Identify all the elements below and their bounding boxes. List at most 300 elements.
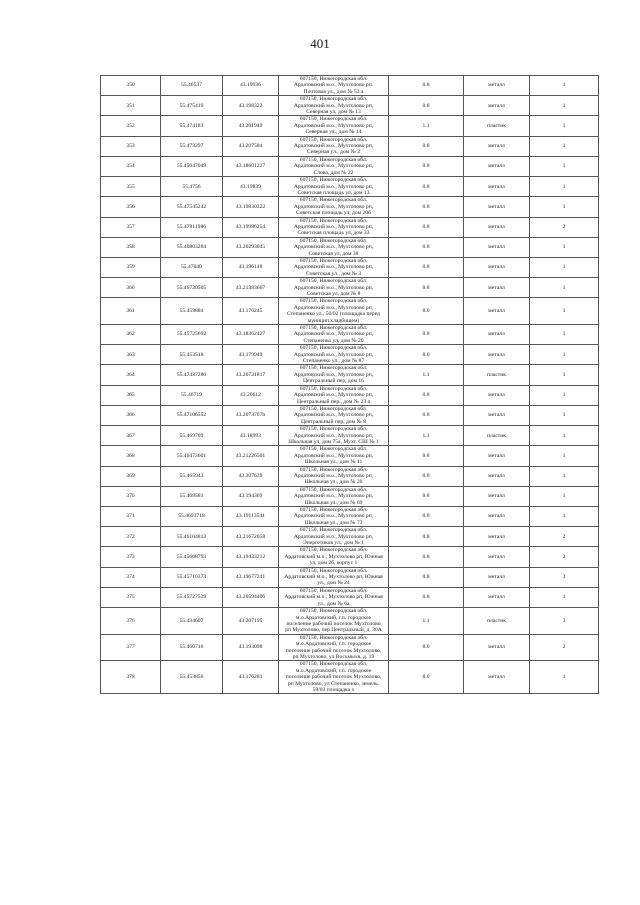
table-row (101, 325, 599, 345)
row-number: 361 (101, 298, 161, 325)
address-line: ул., дом № 24 (317, 580, 350, 587)
row-number: 365 (101, 385, 161, 405)
latitude-cell: 55.45725692 (161, 325, 223, 345)
latitude-cell: 55.474183 (161, 116, 223, 136)
longitude-cell: 43.20721817 (223, 365, 279, 385)
latitude-cell: 55.47437286 (161, 365, 223, 385)
area-cell: 0.8 (389, 237, 464, 257)
area-cell: 1.1 (389, 365, 464, 385)
address-line: Ардатовский м.о., Мухтолово рп, (293, 304, 374, 311)
longitude-cell: 43.20293045 (223, 237, 279, 257)
material-cell: металл (464, 567, 530, 587)
address-line: 607150, Нижегородская обл. (299, 76, 368, 82)
address-line: Школьная ул., дом № 11 (304, 459, 363, 466)
address-line: поселение рабочий поселок Мухтолово, (285, 647, 382, 654)
material-cell: металл (464, 345, 530, 365)
longitude-cell: 43.207639 (223, 466, 279, 486)
address-line: 607150, Нижегородская обл. (299, 365, 368, 372)
count-cell: 1 (530, 96, 599, 116)
table-row (101, 385, 599, 405)
address-cell (279, 608, 389, 635)
area-cell: 0.8 (389, 405, 464, 425)
address-cell (279, 257, 389, 277)
area-cell: 0.8 (389, 156, 464, 176)
address-line: Центральный пер, дом № 8 (301, 418, 366, 425)
latitude-cell: 55.434607 (161, 608, 223, 635)
table-row (101, 426, 599, 446)
page-number: 401 (310, 36, 330, 51)
table-row (101, 177, 599, 197)
address-line: 607150, Нижегородская обл. (299, 116, 368, 123)
count-cell: 3 (530, 608, 599, 635)
latitude-cell: 55.46720505 (161, 278, 223, 298)
material-cell: металл (464, 507, 530, 527)
latitude-cell: 55.47811986 (161, 217, 223, 237)
longitude-cell: 43.20594406 (223, 587, 279, 607)
material-cell: металл (464, 405, 530, 425)
address-line: Ардатовский м.о., Мухтолово рп, (293, 203, 374, 210)
row-number: 367 (101, 426, 161, 446)
count-cell: 1 (530, 661, 599, 694)
address-line: Центральный пер., дом № 23 а (297, 398, 370, 405)
address-cell (279, 446, 389, 466)
material-cell: металл (464, 298, 530, 325)
latitude-cell: 55.45710373 (161, 567, 223, 587)
address-line: 607150, Нижегородская обл. (299, 405, 368, 412)
area-cell: 8.0 (389, 634, 464, 661)
address-line: Почтовая ул., дом № 53 а (303, 88, 364, 95)
address-line: 607150, Нижегородская обл. (299, 466, 368, 473)
count-cell: 1 (530, 177, 599, 197)
address-line: Ардатовский м.о., Мухтолово рп, (293, 452, 374, 459)
address-line: Советская площадь ул, дом 13 (297, 189, 370, 196)
address-line: 607150, Нижегородская обл. (299, 298, 368, 305)
material-cell: пластик (464, 608, 530, 635)
address-line: ул., дом № 6а (317, 600, 350, 607)
address-cell (279, 547, 389, 567)
longitude-cell: 43.176281 (223, 661, 279, 694)
address-cell (279, 298, 389, 325)
latitude-cell: 55.4756 (161, 177, 223, 197)
address-line: Слова, дом № 22 (313, 169, 354, 176)
table-body (101, 76, 599, 694)
address-line: 607150, Нижегородская обл. (299, 527, 368, 534)
longitude-cell: 43.18993 (223, 426, 279, 446)
material-cell: металл (464, 661, 530, 694)
area-cell: 8.0 (389, 661, 464, 694)
longitude-cell: 43.19677241 (223, 567, 279, 587)
row-number: 351 (101, 96, 161, 116)
address-line: Ардатовский м.о., Мухтолово рп, (293, 264, 374, 271)
material-cell: пластик (464, 116, 530, 136)
table-row (101, 486, 599, 506)
table-row (101, 547, 599, 567)
material-cell: металл (464, 76, 530, 96)
count-cell: 1 (530, 365, 599, 385)
latitude-cell: 55.453884 (161, 298, 223, 325)
address-line: поселение рабочий поселок Мухтолово (286, 620, 381, 627)
area-cell: 0.8 (389, 587, 464, 607)
row-number: 360 (101, 278, 161, 298)
material-cell: металл (464, 237, 530, 257)
material-cell: металл (464, 446, 530, 466)
table-row (101, 156, 599, 176)
address-line: Ардатовский м.о., Мухтолово рп, (293, 472, 374, 479)
table-row (101, 345, 599, 365)
longitude-cell: 43.207195 (223, 608, 279, 635)
address-cell (279, 486, 389, 506)
address-cell (279, 177, 389, 197)
latitude-cell: 55.469709 (161, 426, 223, 446)
longitude-cell: 43.196148 (223, 257, 279, 277)
latitude-cell: 55.4693718 (161, 507, 223, 527)
area-cell: 0.8 (389, 136, 464, 156)
count-cell: 1 (530, 345, 599, 365)
row-number: 352 (101, 116, 161, 136)
address-line: м.о.Ардатовский, г.п. городское (295, 614, 372, 621)
address-line: м.о.Ардатовский, г.п. городское (295, 641, 372, 648)
address-line: Ардатовский м.о., Мухтолово рп, (293, 533, 374, 540)
row-number: 378 (101, 661, 161, 694)
row-number: 375 (101, 587, 161, 607)
address-line: 607150, Нижегородская обл. (299, 177, 368, 184)
longitude-cell: 43.19830322 (223, 197, 279, 217)
address-cell (279, 217, 389, 237)
row-number: 371 (101, 507, 161, 527)
material-cell: металл (464, 177, 530, 197)
address-line: 607150, Нижегородская обл. (299, 608, 368, 615)
latitude-cell: 55.465943 (161, 466, 223, 486)
count-cell: 1 (530, 298, 599, 325)
address-line: Школьная ул, дом 75а, Мухт. СШ № 1 (288, 438, 379, 445)
count-cell: 1 (530, 156, 599, 176)
address-line: 607150, Нижегородская обл. (299, 345, 368, 352)
row-number: 377 (101, 634, 161, 661)
area-cell: 0.8 (389, 217, 464, 237)
row-number: 374 (101, 567, 161, 587)
address-line: Ардатовский м.о., Мухтолово рп, (293, 493, 374, 500)
row-number: 359 (101, 257, 161, 277)
address-cell (279, 325, 389, 345)
address-cell (279, 116, 389, 136)
row-number: 373 (101, 547, 161, 567)
address-cell (279, 197, 389, 217)
address-line: рп Мухтолово, ул Восьмыхв, д. 19 (292, 653, 375, 660)
area-cell: 0.8 (389, 197, 464, 217)
address-line: Энергетиков ул., дом № 1 (303, 540, 364, 547)
address-cell (279, 405, 389, 425)
table-row (101, 257, 599, 277)
address-line: 607150, Нижегородская обл. (299, 446, 368, 453)
address-line: 607150, Нижегородская обл. (299, 547, 368, 554)
count-cell: 1 (530, 278, 599, 298)
address-line: Школьная ул., дом № 69 (304, 499, 363, 506)
address-cell (279, 345, 389, 365)
material-cell: металл (464, 197, 530, 217)
row-number: 368 (101, 446, 161, 466)
count-cell: 2 (530, 217, 599, 237)
address-line: Ардатовский м.о., Мухтолово рп, (293, 371, 374, 378)
address-cell (279, 278, 389, 298)
address-line: 607150, Нижегородская обл. (299, 197, 368, 204)
address-line: Ардатовский м.о., Мухтолово рп, (293, 432, 374, 439)
longitude-cell: 43.176245 (223, 298, 279, 325)
table-row (101, 116, 599, 136)
row-number: 353 (101, 136, 161, 156)
address-line: Ардатовский м.о., Мухтолово рп, Южная (284, 594, 383, 601)
longitude-cell: 43.198322 (223, 96, 279, 116)
address-line: Ардатовский м.о., Мухтолово рп, Южная (284, 553, 383, 560)
area-cell: 0.8 (389, 385, 464, 405)
address-line: ул, дом 2б, корпус 1 (309, 560, 358, 567)
count-cell: 1 (530, 197, 599, 217)
row-number: 369 (101, 466, 161, 486)
address-line: Школьная ул., дом № 20 (304, 479, 363, 486)
address-cell (279, 76, 389, 96)
address-line: Степаненко ул, дом № 20 (303, 337, 364, 344)
row-number: 376 (101, 608, 161, 635)
area-cell: 8.0 (389, 298, 464, 325)
address-line: 607150, Нижегородская обл. (299, 567, 368, 574)
longitude-cell: 43.19839 (223, 177, 279, 197)
longitude-cell: 43.2073707b (223, 405, 279, 425)
address-cell (279, 466, 389, 486)
material-cell: металл (464, 587, 530, 607)
address-cell (279, 385, 389, 405)
latitude-cell: 55.453856 (161, 661, 223, 694)
material-cell: металл (464, 385, 530, 405)
material-cell: пластик (464, 426, 530, 446)
address-line: 607150, Нижегородская обл. (299, 237, 368, 244)
material-cell: металл (464, 527, 530, 547)
count-cell: 1 (530, 325, 599, 345)
latitude-cell: 55.468581 (161, 486, 223, 506)
area-cell: 0.8 (389, 278, 464, 298)
address-line: Ардатовский м.о., Мухтолово рп, (293, 331, 374, 338)
count-cell: 1 (530, 587, 599, 607)
material-cell: металл (464, 156, 530, 176)
area-cell: 0.8 (389, 257, 464, 277)
container-sites-table (100, 75, 599, 694)
table-row (101, 136, 599, 156)
area-cell: 8.0 (389, 345, 464, 365)
address-cell (279, 527, 389, 547)
longitude-cell: 43.19936 (223, 76, 279, 96)
row-number: 350 (101, 76, 161, 96)
address-line: Степаненко ул., дом № 87 (302, 358, 365, 365)
address-cell (279, 426, 389, 446)
table-row (101, 567, 599, 587)
address-cell (279, 567, 389, 587)
address-line: 607150, Нижегородская обл. (299, 486, 368, 493)
table-row (101, 405, 599, 425)
row-number: 362 (101, 325, 161, 345)
table-row (101, 661, 599, 694)
table-row (101, 96, 599, 116)
material-cell: металл (464, 547, 530, 567)
count-cell: 1 (530, 486, 599, 506)
count-cell: 1 (530, 426, 599, 446)
longitude-cell: 43.21383667 (223, 278, 279, 298)
longitude-cell: 43.19113541 (223, 507, 279, 527)
address-line: Ардатовский м.о., Мухтолово рп, (293, 143, 374, 150)
count-cell: 1 (530, 385, 599, 405)
material-cell: металл (464, 278, 530, 298)
address-line: Ардатовский м.о., Мухтолово рп, (293, 163, 374, 170)
count-cell: 3 (530, 567, 599, 587)
count-cell: 2 (530, 527, 599, 547)
material-cell: металл (464, 466, 530, 486)
latitude-cell: 55.460716 (161, 634, 223, 661)
count-cell: 1 (530, 405, 599, 425)
count-cell: 1 (530, 466, 599, 486)
row-number: 364 (101, 365, 161, 385)
address-line: 607150, Нижегородская обл. (299, 385, 368, 392)
row-number: 366 (101, 405, 161, 425)
longitude-cell: 43.19433212 (223, 547, 279, 567)
address-line: 607150, Нижегородская обл. (299, 661, 368, 668)
table-row (101, 466, 599, 486)
material-cell: металл (464, 486, 530, 506)
address-line: Ардатовский м.о., Мухтолово рп. (293, 82, 374, 89)
longitude-cell: 43.18362427 (223, 325, 279, 345)
row-number: 363 (101, 345, 161, 365)
row-number: 370 (101, 486, 161, 506)
longitude-cell: 43.207584 (223, 136, 279, 156)
address-line: 607150, Нижегородская обл. (299, 217, 368, 224)
table-row (101, 507, 599, 527)
table-row (101, 634, 599, 661)
latitude-cell: 55.47106552 (161, 405, 223, 425)
address-line: Ардатовский м.о., Мухтолово рп, (293, 351, 374, 358)
area-cell: 0.8 (389, 466, 464, 486)
count-cell: 2 (530, 634, 599, 661)
address-line: 607150, Нижегородская обл. (299, 96, 368, 103)
count-cell: 2 (530, 547, 599, 567)
area-cell: 0.8 (389, 486, 464, 506)
material-cell: металл (464, 217, 530, 237)
count-cell: 1 (530, 257, 599, 277)
latitude-cell: 55.47040 (161, 257, 223, 277)
material-cell: металл (464, 96, 530, 116)
area-cell: 0.8 (389, 567, 464, 587)
latitude-cell: 55.45727539 (161, 587, 223, 607)
latitude-cell: 55.453518 (161, 345, 223, 365)
address-cell (279, 96, 389, 116)
address-line: Ардатовский м.о., Мухтолово рп, (293, 412, 374, 419)
address-line: 607150, Нижегородская обл. (299, 257, 368, 264)
table-row (101, 446, 599, 466)
address-line: 607150, Нижегородская обл. (299, 634, 368, 641)
latitude-cell: 55.473297 (161, 136, 223, 156)
longitude-cell: 43.201949 (223, 116, 279, 136)
latitude-cell: 55.475419 (161, 96, 223, 116)
address-cell (279, 156, 389, 176)
address-cell (279, 365, 389, 385)
material-cell: металл (464, 325, 530, 345)
address-cell (279, 136, 389, 156)
count-cell: 1 (530, 116, 599, 136)
row-number: 356 (101, 197, 161, 217)
address-line: муницип.кладбищем) (307, 317, 360, 324)
address-line: Ардатовский м.о., Мухтолово рп, (293, 122, 374, 129)
longitude-cell: 43.21226501 (223, 446, 279, 466)
count-cell: 1 (530, 76, 599, 96)
address-line: 607150, Нижегородская обл. (299, 156, 368, 163)
row-number: 372 (101, 527, 161, 547)
address-line: поселение рабочий поселок Мухтолово, (285, 674, 382, 681)
address-cell (279, 237, 389, 257)
latitude-cell: 55.40803284 (161, 237, 223, 257)
address-line: Северная ул, дом № 13 (306, 109, 361, 116)
longitude-cell: 43.194369 (223, 486, 279, 506)
longitude-cell: 43.179949 (223, 345, 279, 365)
address-line: 607150, Нижегородская обл. (299, 507, 368, 513)
address-line: 607150, Нижегородская обл. (299, 426, 368, 433)
address-line: Ардатовский м.о., Мухтолово рп, (293, 284, 374, 291)
area-cell: 0.8 (389, 96, 464, 116)
material-cell: металл (464, 136, 530, 156)
address-line: Ардатовский м.о., Мухтолово рп, (293, 183, 374, 190)
latitude-cell: 55.46473601 (161, 446, 223, 466)
area-cell: 0.8 (389, 177, 464, 197)
latitude-cell: 55.46537 (161, 76, 223, 96)
count-cell: 1 (530, 507, 599, 527)
area-cell: 1.1 (389, 426, 464, 446)
latitude-cell: 55.45647049 (161, 156, 223, 176)
longitude-cell: 43.19986254 (223, 217, 279, 237)
area-cell: 1.1 (389, 608, 464, 635)
table-row (101, 217, 599, 237)
table-row (101, 298, 599, 325)
address-line: Советская ул., дом № 3 (305, 270, 362, 277)
address-line: Советская площадь ул, дом 33 (297, 230, 370, 237)
longitude-cell: 43.21672058 (223, 527, 279, 547)
area-cell: 0.8 (389, 507, 464, 527)
area-cell: 1.1 (389, 116, 464, 136)
row-number: 358 (101, 237, 161, 257)
latitude-cell: 55.47545242 (161, 197, 223, 217)
material-cell: металл (464, 634, 530, 661)
address-cell (279, 634, 389, 661)
longitude-cell: 43.20612 (223, 385, 279, 405)
address-line: Северная ул., дом № 14 (305, 129, 362, 136)
address-line: м.о.Ардатовский, г.п. городское (295, 667, 372, 674)
address-line: Ардатовский м.о., Мухтолово рп, (293, 223, 374, 230)
address-line: Степаненко ул., 50/02 (площадка перед (287, 311, 380, 318)
address-line: Северная ул., дом № 2 (306, 149, 361, 156)
address-line: рп Мухтолово, пер Центральный, д. 30А (285, 627, 382, 634)
address-line: Центральный пер, дом 16 (303, 378, 364, 385)
material-cell: металл (464, 257, 530, 277)
address-line: Школьная ул., дом № 73 (304, 519, 363, 526)
address-line: Советская площадь ул, дом 20б (296, 210, 371, 217)
address-line: Ардатовский м.о., Мухтолово рп, (293, 102, 374, 109)
address-cell (279, 661, 389, 694)
address-line: рп Мухтолово, ул Степаненко, земель. (287, 680, 380, 687)
area-cell: 0.8 (389, 527, 464, 547)
row-number: 357 (101, 217, 161, 237)
area-cell: 0.8 (389, 325, 464, 345)
table-row (101, 527, 599, 547)
table-row (101, 365, 599, 385)
count-cell: 1 (530, 136, 599, 156)
address-line: Советская ул, дом № 8 (306, 291, 361, 297)
table-row (101, 197, 599, 217)
address-line: 607150, Нижегородская обл. (299, 587, 368, 594)
row-number: 355 (101, 177, 161, 197)
latitude-cell: 55.46719 (161, 385, 223, 405)
